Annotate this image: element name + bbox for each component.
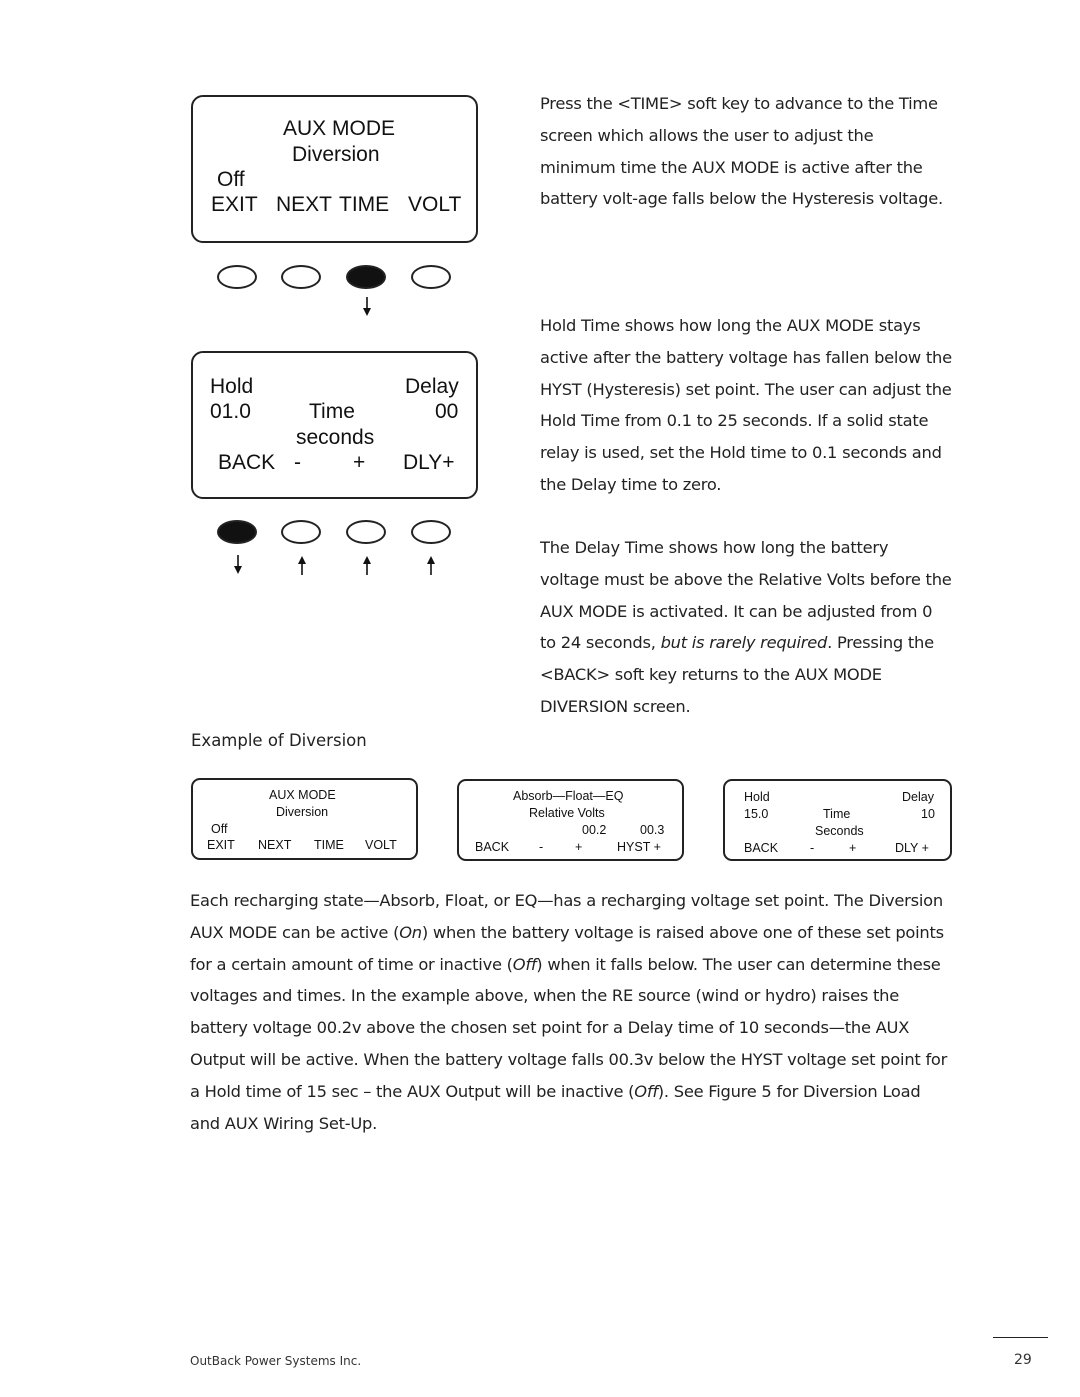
softkey-label-time: TIME [314,838,344,852]
softkey-label-back: BACK [744,841,779,855]
softkey-label-exit: EXIT [211,193,258,216]
softkey-label-exit: EXIT [207,838,235,852]
screen-title: Absorb—Float—EQ [513,789,624,803]
delay-label: Delay [902,790,934,804]
lcd-screen-aux-mode [191,95,478,243]
paragraph-delay-time [540,532,952,723]
page-number: 29 [1014,1352,1032,1368]
softkey-label-volt: VOLT [365,838,397,852]
screen-title: AUX MODE [269,788,336,802]
delay-value: 10 [921,807,935,821]
paragraph-hold-time [540,310,952,501]
softkey-label-minus: - [294,451,301,474]
unit-label: seconds [296,426,375,449]
paragraph-text: Press the <TIME> soft key to advance to the Time screen which allows the user to adjust the minimum time the AUX MODE is active after the battery volt-age falls below the Hysteresis voltage. [540,94,943,209]
arrow-up-icon [425,555,437,575]
screen-status: Off [217,168,245,191]
soft-key-2[interactable] [281,520,321,544]
softkey-label-minus: - [539,840,544,854]
soft-key-1-pressed[interactable] [217,520,257,544]
arrow-down-icon [232,555,244,575]
relative-volts-value-2: 00.3 [640,823,665,837]
soft-key-4[interactable] [411,520,451,544]
example-lcd-aux-mode [191,778,418,860]
softkey-label-minus: - [810,841,815,855]
arrow-up-icon [296,555,308,575]
time-label: Time [823,807,851,821]
delay-label: Delay [405,375,459,398]
softkey-label-plus: + [849,841,857,855]
example-caption: Example of Diversion [191,731,367,750]
hold-label: Hold [210,375,254,398]
footer-company: OutBack Power Systems Inc. [190,1354,362,1368]
paragraph-text: Each recharging state—Absorb, Float, or EQ—has a recharging voltage set point. The Diversion AUX MODE can be active (On) when the battery voltage is raised above one of these set points for a certain amount of time or inactive (Off) when it falls below. The user can determine these voltages and times. In the example above, when the RE source (wind or hydro) raises the battery voltage 00.2v above the chosen set point for a Delay time of 10 seconds—the AUX Output will be active. When the battery voltage falls 00.3v below the HYST voltage set point for a Hold time of 15 sec – the AUX Output will be inactive (Off). See Figure 5 for Diversion Load and AUX Wiring Set-Up. [190,891,948,1133]
soft-key-3-pressed[interactable] [346,265,386,289]
relative-volts-value-1: 00.2 [582,823,607,837]
softkey-label-time: TIME [339,193,390,216]
paragraph-diversion-explanation [190,885,954,1139]
hold-value: 15.0 [744,807,769,821]
softkey-label-back: BACK [218,451,276,474]
softkey-label-volt: VOLT [408,193,462,216]
screen-subtitle: Relative Volts [529,806,605,820]
softkey-label-dly-plus: DLY + [895,841,929,855]
soft-key-4[interactable] [411,265,451,289]
screen-subtitle: Diversion [276,805,329,819]
soft-key-3[interactable] [346,520,386,544]
screen-subtitle: Diversion [292,143,380,166]
arrow-down-icon [361,297,373,317]
time-label: Time [309,400,355,423]
softkey-label-plus: + [575,840,583,854]
softkey-label-hyst-plus: HYST + [617,840,661,854]
softkey-label-back: BACK [475,840,510,854]
screen-title: AUX MODE [283,117,396,140]
softkey-label-next: NEXT [276,193,333,216]
delay-value: 00 [435,400,459,423]
hold-value: 01.0 [210,400,251,423]
soft-key-2[interactable] [281,265,321,289]
arrow-up-icon [361,555,373,575]
softkey-label-plus: + [353,451,366,474]
footer-rule [993,1337,1048,1338]
hold-label: Hold [744,790,770,804]
softkey-label-dly-plus: DLY+ [403,451,455,474]
paragraph-text: The Delay Time shows how long the battery voltage must be above the Relative Volts before the AUX MODE is activated. It can be adjusted from 0 to 24 seconds, but is rarely required. Pressing the <BACK> soft key returns to the AUX MODE DIVERSION screen. [540,538,952,716]
example-lcd-relative-volts [457,779,684,861]
unit-label: Seconds [815,824,864,838]
softkey-label-next: NEXT [258,838,292,852]
lcd-screen-hold-delay [191,351,478,499]
paragraph-time-key [540,88,952,215]
paragraph-text: Hold Time shows how long the AUX MODE stays active after the battery voltage has fallen below the HYST (Hysteresis) set point. The user can adjust the Hold Time from 0.1 to 25 seconds. If a solid state relay is used, set the Hold time to 0.1 seconds and the Delay time to zero. [540,316,952,494]
soft-key-1[interactable] [217,265,257,289]
example-lcd-hold-delay [723,779,952,861]
screen-status: Off [211,822,228,836]
